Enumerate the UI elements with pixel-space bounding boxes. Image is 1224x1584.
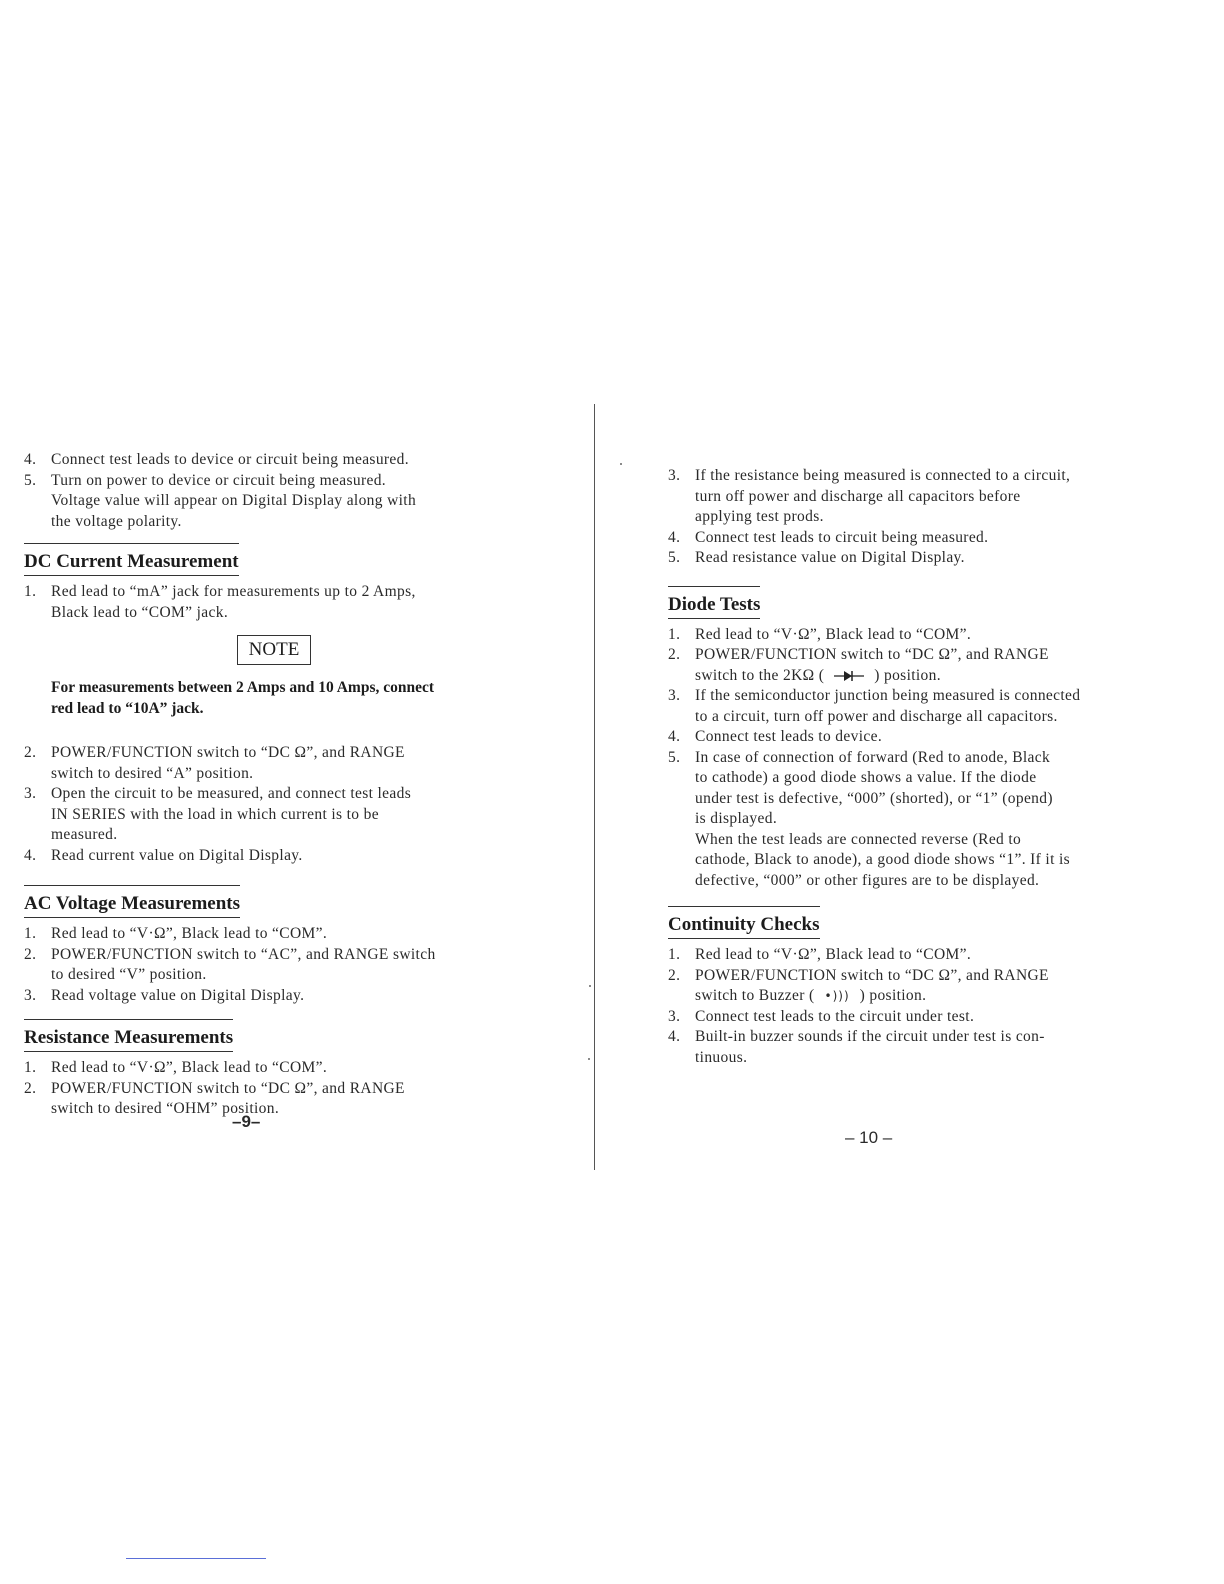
section-heading: Diode Tests [668,593,760,619]
step-text: switch to the 2KΩ ( [695,666,825,684]
list-item [24,784,524,846]
step-number: 2. [24,744,37,761]
step-line: to cathode) a good diode shows a value. If the diode [695,769,1037,786]
note-text [24,677,524,719]
step-line: Connect test leads to the circuit under test. [695,1007,975,1025]
list-item [668,1027,1168,1068]
bottom-rule [126,1558,266,1559]
list-item [668,625,1168,646]
list-item [668,528,1168,549]
step-line: POWER/FUNCTION switch to “DC Ω”, and RANGE [51,744,405,761]
scan-speck [588,1058,590,1060]
step-number: 2. [24,1079,37,1097]
step-number: 2. [668,966,681,984]
diode-step-2 [668,645,1168,686]
dc-step-1 [24,582,524,623]
step-number: 1. [668,946,681,963]
list-item [668,945,1168,966]
page-fold-line [594,404,595,1170]
page-number: –9– [232,1112,261,1131]
section-heading: AC Voltage Measurements [24,892,240,918]
step-number: 3. [668,1007,681,1025]
continuity-section [668,891,1168,1068]
page-10 [668,466,1168,1068]
step-line: Black lead to “COM” jack. [51,603,229,621]
step-text: ) position. [859,987,927,1004]
step-line: If the resistance being measured is connected to a circuit, [695,467,1071,484]
step-line: Connect test leads to device. [695,728,883,745]
step-line: the voltage polarity. [51,512,182,530]
step-text: switch to Buzzer ( [695,987,815,1004]
step-line: applying test prods. [695,508,824,525]
step-line: Voltage value will appear on Digital Display along with [51,492,417,509]
step-line: switch to desired “A” position. [51,764,254,782]
step-number: 3. [24,986,37,1004]
step-line: POWER/FUNCTION switch to “DC Ω”, and RANGE [695,966,1049,984]
step-line: under test is defective, “000” (shorted), or “1” (opend) [695,789,1053,807]
section-heading: Continuity Checks [668,913,820,939]
step-line: to a circuit, turn off power and discharge all capacitors. [695,707,1058,725]
step-number: 1. [24,1059,37,1076]
dc-steps [24,743,524,866]
list-item [24,1058,524,1079]
step-line: Read resistance value on Digital Display. [695,549,965,566]
step-line: Turn on power to device or circuit being measured. [51,471,387,489]
step-line: is displayed. [695,810,778,827]
step-number: 3. [668,467,681,484]
step-line: measured. [51,826,118,843]
step-line: cathode, Black to anode), a good diode shows “1”. If it is [695,851,1070,868]
step-number: 1. [24,583,37,600]
step-number: 5. [24,471,37,489]
list-item [668,686,1168,727]
step-line: When the test leads are connected reverse (Red to [695,830,1022,848]
step-line: Open the circuit to be measured, and connect test leads [51,785,412,802]
left-intro-list [24,450,524,532]
note-line: red lead to “10A” jack. [51,700,204,717]
list-item [24,450,524,471]
step-number: 3. [24,785,37,802]
section-heading: Resistance Measurements [24,1026,233,1052]
step-line: tinuous. [695,1048,748,1066]
step-number: 4. [24,846,37,864]
scan-speck [589,985,591,987]
step-line: Read current value on Digital Display. [51,846,303,864]
step-number: 4. [668,728,681,745]
step-line: to desired “V” position. [51,966,207,983]
resistance-section [24,1006,524,1120]
list-item [24,1079,524,1120]
list-item [668,1007,1168,1028]
list-item [668,727,1168,748]
right-intro-list [668,466,1168,569]
step-number: 2. [668,646,681,663]
note-box: NOTE [237,635,311,665]
step-line: Red lead to “V·Ω”, Black lead to “COM”. [695,946,972,963]
note-line: For measurements between 2 Amps and 10 Amps, connect [51,679,435,696]
section-heading: DC Current Measurement [24,550,239,576]
step-line: defective, “000” or other figures are to be displayed. [695,871,1040,889]
ac-steps [24,924,524,1006]
step-text: ) position. [874,666,941,684]
step-number: 1. [668,625,681,643]
list-item [24,471,524,533]
ac-voltage-section [24,866,524,1006]
step-line: POWER/FUNCTION switch to “DC Ω”, and RANGE [51,1079,405,1097]
step-number: 4. [668,528,681,546]
scan-speck [620,463,622,465]
step-line: POWER/FUNCTION switch to “AC”, and RANGE switch [51,945,436,963]
page-number: – 10 – [845,1128,893,1147]
step-line: Red lead to “V·Ω”, Black lead to “COM”. [51,925,328,942]
step-number: 3. [668,687,681,704]
step-number: 5. [668,748,681,766]
step-line [695,666,1168,687]
step-line: Connect test leads to circuit being measured. [695,528,989,546]
step-line: Connect test leads to device or circuit being measured. [51,451,409,468]
step-number: 5. [668,549,681,566]
step-line: switch to desired “OHM” position. [51,1100,280,1117]
list-item [24,582,524,623]
diode-section [668,569,1168,892]
buzzer-symbol-icon: •))) [824,989,850,1003]
continuity-step-1 [668,945,1168,966]
list-item [24,945,524,986]
diode-symbol-icon [834,670,864,682]
step-number: 1. [24,925,37,942]
step-line: Red lead to “mA” jack for measurements up to 2 Amps, [51,583,416,600]
list-item [668,466,1168,528]
step-number: 2. [24,945,37,963]
list-item [668,548,1168,569]
step-line: Red lead to “V·Ω”, Black lead to “COM”. [695,625,972,643]
step-line: POWER/FUNCTION switch to “DC Ω”, and RANGE [695,646,1049,663]
step-number: 4. [668,1028,681,1045]
step-line: Built-in buzzer sounds if the circuit under test is con- [695,1028,1045,1045]
step-line: In case of connection of forward (Red to anode, Black [695,748,1051,766]
list-item [24,924,524,945]
step-line: If the semiconductor junction being measured is connected [695,687,1081,704]
step-line: Red lead to “V·Ω”, Black lead to “COM”. [51,1059,328,1076]
step-line: Read voltage value on Digital Display. [51,986,305,1004]
list-item [24,846,524,867]
step-number: 4. [24,451,37,468]
list-item [24,986,524,1007]
resistance-steps [24,1058,524,1120]
diode-steps [668,686,1168,891]
step-line: turn off power and discharge all capacitors before [695,487,1021,505]
page-9 [24,450,524,1120]
continuity-steps [668,1007,1168,1069]
step-line [695,986,1168,1007]
dc-current-section [24,532,524,866]
step-line: IN SERIES with the load in which current is to be [51,805,379,823]
list-item [668,748,1168,892]
diode-step-1 [668,625,1168,646]
list-item [24,743,524,784]
continuity-step-2 [668,966,1168,1007]
